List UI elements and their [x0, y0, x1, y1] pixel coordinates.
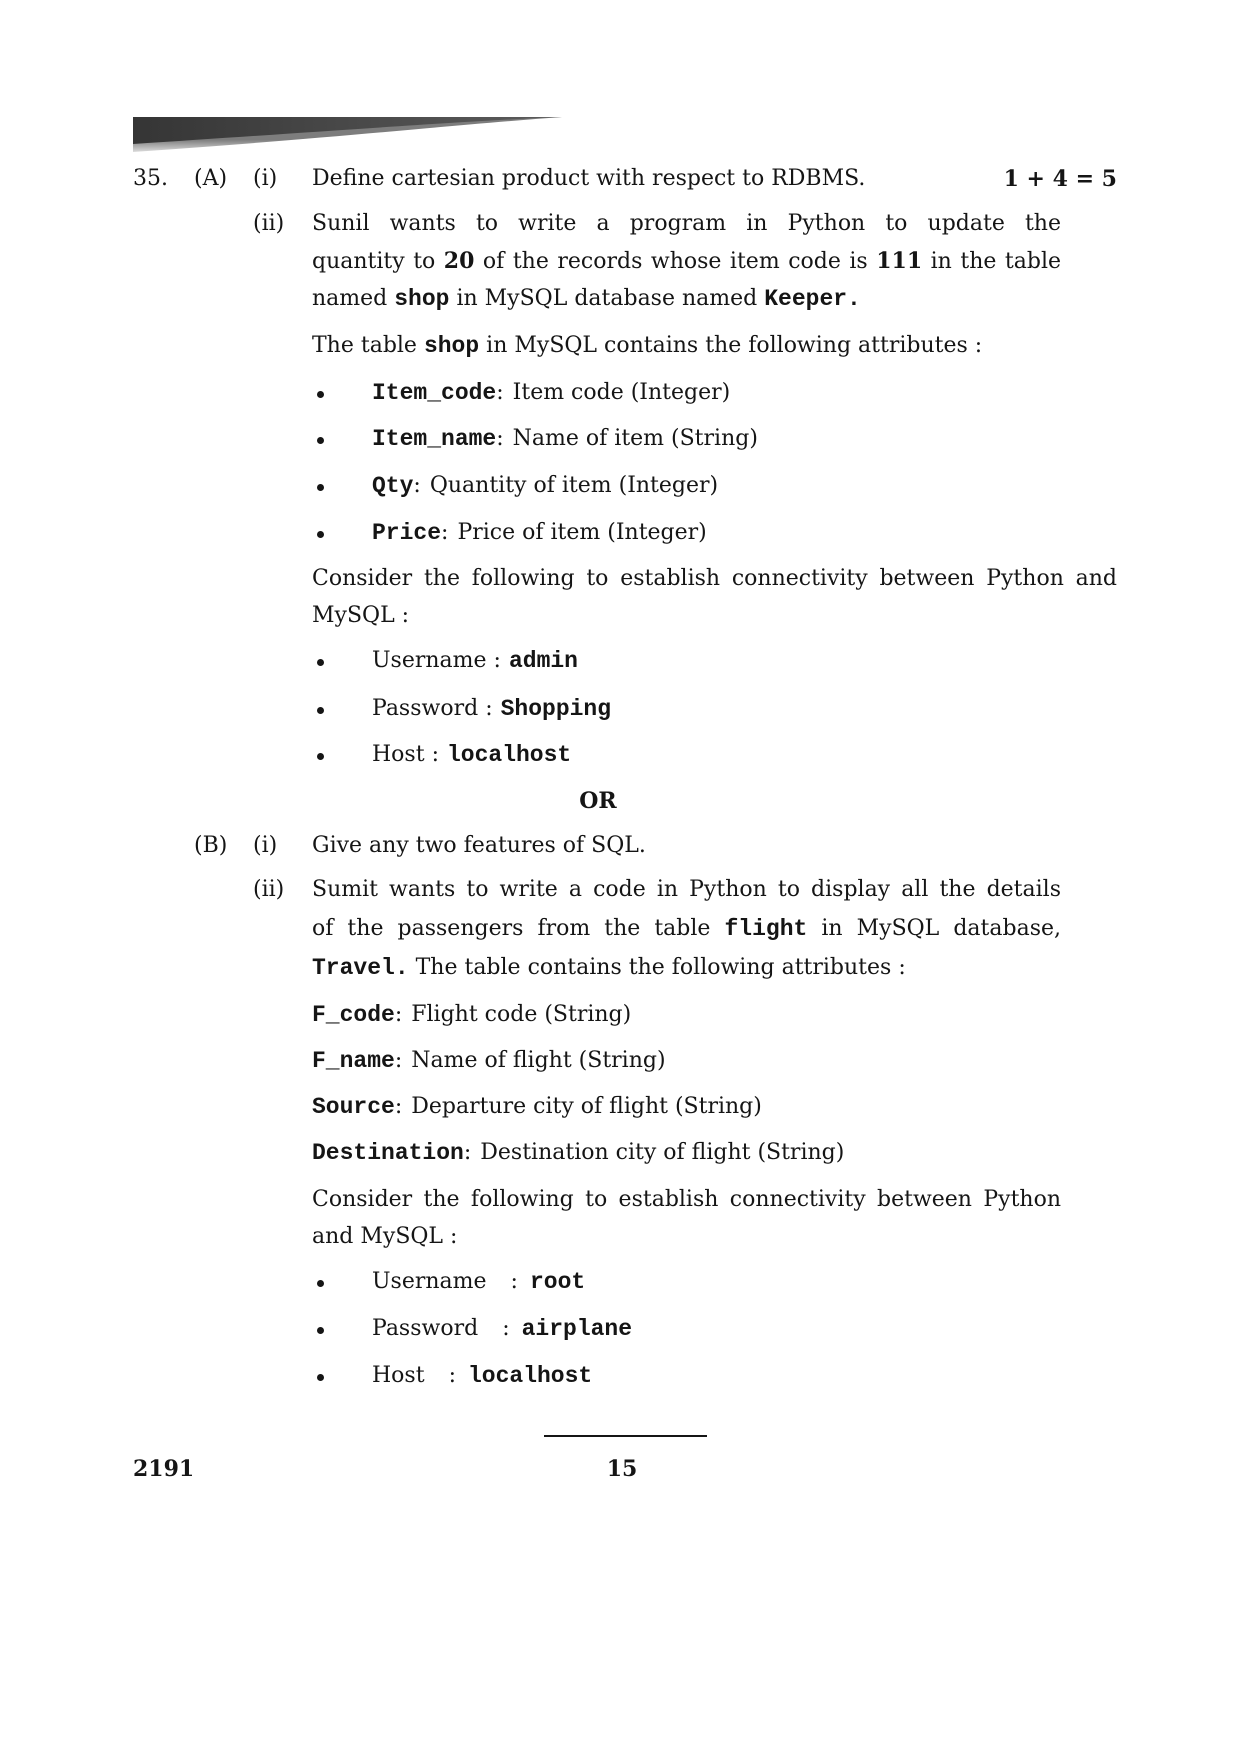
database-name-code: Travel.: [312, 955, 409, 981]
credential-item: [312, 740, 571, 770]
attribute-name: Qty: [372, 473, 414, 499]
credential-value: localhost: [467, 1363, 593, 1389]
part-b-ii-line-3: [312, 953, 906, 983]
credential-value: admin: [508, 648, 578, 674]
attribute-separator: :: [394, 1002, 403, 1027]
marks-allocation: 1 + 4 = 5: [1003, 166, 1117, 192]
part-b-sub-ii-label: (ii): [253, 877, 285, 902]
part-a-ii-line-3: [312, 284, 861, 314]
attribute-description: Item code (Integer): [512, 380, 731, 405]
credential-item: [312, 694, 611, 724]
or-divider: OR: [579, 788, 617, 814]
credential-label: Password: [372, 696, 479, 721]
header-swoosh: [133, 116, 565, 154]
bullet-icon: [317, 484, 324, 491]
part-a-sub-i-text: Define cartesian product with respect to RDBMS.: [312, 166, 866, 191]
credential-label: Host: [372, 742, 425, 767]
attribute-item: [312, 1138, 844, 1168]
credential-separator: :: [493, 648, 501, 673]
part-b-ii-line-1: Sumit wants to write a code in Python to display all the details: [312, 877, 1061, 902]
attribute-name: Source: [312, 1094, 395, 1120]
bullet-icon: [317, 437, 324, 444]
bullet-icon: [317, 531, 324, 538]
question-number: 35.: [133, 166, 168, 191]
text-segment: quantity to: [312, 249, 444, 274]
attribute-description: Flight code (String): [411, 1002, 632, 1027]
text-segment: The table: [312, 333, 424, 358]
attribute-separator: :: [441, 520, 449, 545]
attribute-separator: :: [496, 380, 504, 405]
credential-separator: :: [431, 742, 439, 767]
attribute-name: F_code: [312, 1002, 395, 1028]
credential-label: Host: [372, 1363, 425, 1388]
text-segment: in the table: [922, 249, 1061, 274]
bullet-icon: [317, 707, 324, 714]
bullet-icon: [317, 1280, 324, 1287]
bullet-icon: [317, 753, 324, 760]
attribute-separator: :: [463, 1140, 472, 1165]
attribute-separator: :: [496, 426, 504, 451]
attribute-separator: :: [394, 1094, 403, 1119]
text-segment: The table contains the following attributes :: [408, 955, 906, 980]
credential-label: Username: [372, 648, 487, 673]
attribute-separator: :: [394, 1048, 403, 1073]
attribute-item: [312, 424, 758, 454]
attribute-name: Item_name: [372, 426, 497, 452]
part-b-label: (B): [194, 833, 228, 858]
table-name-code: shop: [394, 286, 450, 312]
bullet-icon: [317, 659, 324, 666]
text-segment: of the passengers from the table: [312, 916, 725, 941]
page-number: 15: [606, 1456, 638, 1482]
part-b-connect-line-2: and MySQL :: [312, 1224, 458, 1249]
credential-value: Shopping: [500, 696, 612, 722]
attribute-description: Destination city of flight (String): [480, 1140, 845, 1165]
part-a-label: (A): [194, 166, 228, 191]
attribute-item: [312, 1092, 762, 1122]
part-a-sub-ii-label: (ii): [253, 211, 285, 236]
credential-value: localhost: [446, 742, 572, 768]
text-segment: in MySQL database named: [449, 286, 765, 311]
attribute-name: Item_code: [372, 380, 497, 406]
text-segment: named: [312, 286, 395, 311]
attribute-description: Name of flight (String): [411, 1048, 666, 1073]
attribute-item: [312, 518, 707, 548]
text-segment: in MySQL database,: [807, 916, 1061, 941]
table-name-code: flight: [724, 916, 808, 942]
credential-separator: :: [485, 696, 493, 721]
attribute-description: Departure city of flight (String): [411, 1094, 762, 1119]
part-a-connect-line-1: Consider the following to establish connectivity between Python and: [312, 566, 1117, 591]
part-a-table-intro: [312, 331, 982, 361]
part-b-connect-line-1: Consider the following to establish connectivity between Python: [312, 1187, 1061, 1212]
credential-label: Username: [372, 1269, 487, 1294]
credential-item: [312, 646, 578, 676]
part-a-connect-line-2: MySQL :: [312, 603, 410, 628]
text-segment: of the records whose item code is: [474, 249, 877, 274]
attribute-item: [312, 378, 730, 408]
part-b-sub-i-label: (i): [253, 833, 278, 858]
paper-code: 2191: [133, 1456, 195, 1482]
table-name-code: shop: [423, 333, 480, 359]
part-a-ii-line-2: [312, 246, 1061, 276]
bullet-icon: [317, 1327, 324, 1334]
credential-item: [312, 1267, 585, 1297]
part-b-sub-i-text: Give any two features of SQL.: [312, 833, 646, 858]
part-b-ii-line-2: [312, 914, 1061, 944]
bullet-icon: [317, 391, 324, 398]
text-segment: in MySQL contains the following attributes :: [479, 333, 983, 358]
attribute-item: [312, 1046, 666, 1076]
credential-item: [312, 1361, 592, 1391]
attribute-item: [312, 1000, 631, 1030]
attribute-name: Destination: [312, 1140, 464, 1166]
attribute-separator: :: [413, 473, 421, 498]
attribute-name: F_name: [312, 1048, 395, 1074]
attribute-description: Quantity of item (Integer): [429, 473, 719, 498]
credential-item: [312, 1314, 632, 1344]
footer-rule: [544, 1435, 707, 1437]
attribute-item: [312, 471, 718, 501]
credential-separator: :: [510, 1269, 518, 1294]
part-a-ii-line-1: Sunil wants to write a program in Python to update the: [312, 211, 1061, 236]
credential-value: airplane: [521, 1316, 633, 1342]
credential-separator: :: [502, 1316, 510, 1341]
database-name-code: Keeper.: [764, 286, 861, 312]
part-a-sub-i-label: (i): [253, 166, 278, 191]
credential-separator: :: [448, 1363, 456, 1388]
quantity-value: 20: [443, 248, 475, 274]
attribute-description: Name of item (String): [512, 426, 758, 451]
item-code-value: 111: [876, 248, 923, 274]
attribute-name: Price: [372, 520, 442, 546]
bullet-icon: [317, 1374, 324, 1381]
credential-value: root: [529, 1269, 586, 1295]
credential-label: Password: [372, 1316, 479, 1341]
attribute-description: Price of item (Integer): [457, 520, 707, 545]
